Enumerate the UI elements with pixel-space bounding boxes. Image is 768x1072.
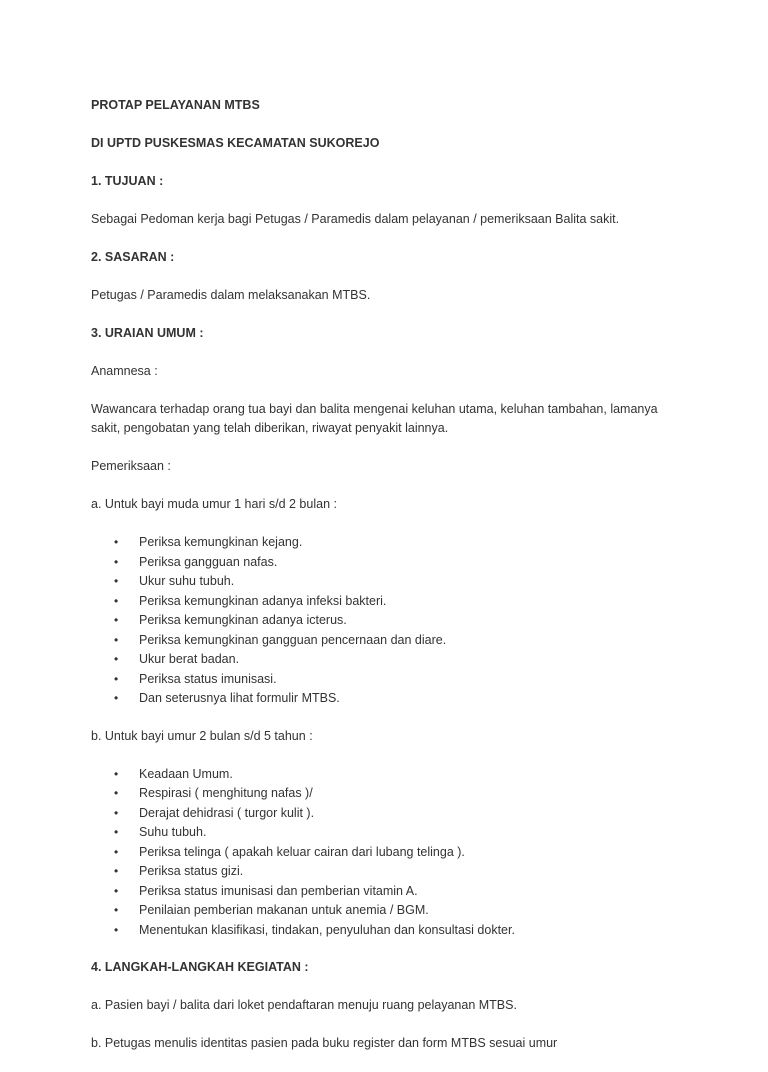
anamnesa-label: Anamnesa : — [91, 364, 158, 378]
list-item — [91, 631, 691, 651]
section-heading-sasaran: 2. SASARAN : — [91, 250, 175, 264]
list-item-text: Periksa status imunisasi dan pemberian vitamin A. — [139, 883, 418, 898]
list-item — [91, 611, 691, 631]
list-item-text: Periksa gangguan nafas. — [139, 554, 278, 569]
bullet-icon: • — [114, 632, 119, 647]
bullet-icon: • — [114, 903, 119, 917]
list-item — [91, 765, 691, 785]
list-item — [91, 804, 691, 824]
bullet-icon: • — [114, 671, 119, 686]
step-b-text: b. Petugas menulis identitas pasien pada buku register dan form MTBS sesuai umur — [91, 1036, 558, 1050]
list-a — [91, 533, 691, 709]
list-item — [91, 689, 691, 709]
bullet-icon: • — [114, 535, 119, 549]
section-heading-langkah: 4. LANGKAH-LANGKAH KEGIATAN : — [91, 960, 309, 974]
step-a-text: a. Pasien bayi / balita dari loket pendaftaran menuju ruang pelayanan MTBS. — [91, 998, 517, 1012]
document-body — [91, 96, 691, 1072]
list-item — [91, 572, 691, 592]
bullet-icon: • — [114, 844, 119, 859]
bullet-icon: • — [114, 613, 119, 627]
bullet-icon: • — [114, 825, 119, 839]
section-text-tujuan: Sebagai Pedoman kerja bagi Petugas / Paramedis dalam pelayanan / pemeriksaan Balita sakit. — [91, 212, 620, 226]
bullet-icon: • — [114, 691, 119, 705]
pemeriksaan-label: Pemeriksaan : — [91, 459, 171, 473]
list-item-text: Ukur berat badan. — [139, 652, 240, 666]
list-item-text: Ukur suhu tubuh. — [139, 574, 235, 588]
list-item-text: Periksa kemungkinan kejang. — [139, 535, 303, 549]
section-heading-tujuan: 1. TUJUAN : — [91, 174, 164, 188]
list-item-text: Periksa status gizi. — [139, 864, 244, 878]
list-item — [91, 843, 691, 863]
list-item — [91, 882, 691, 902]
bullet-icon: • — [114, 922, 119, 937]
list-item-text: Periksa status imunisasi. — [139, 671, 277, 686]
list-item — [91, 862, 691, 882]
list-item — [91, 533, 691, 553]
list-item-text: Derajat dehidrasi ( turgor kulit ). — [139, 805, 315, 820]
list-item — [91, 784, 691, 804]
list-item-text: Suhu tubuh. — [139, 825, 207, 839]
list-item — [91, 650, 691, 670]
list-item-text: Keadaan Umum. — [139, 766, 233, 781]
list-item-text: Penilaian pemberian makanan untuk anemia / BGM. — [139, 903, 429, 917]
list-item-text: Menentukan klasifikasi, tindakan, penyuluhan dan konsultasi dokter. — [139, 922, 515, 937]
section-text-sasaran: Petugas / Paramedis dalam melaksanakan MTBS. — [91, 288, 371, 302]
list-item — [91, 592, 691, 612]
list-item — [91, 553, 691, 573]
document-title: PROTAP PELAYANAN MTBS — [91, 98, 260, 112]
bullet-icon: • — [114, 786, 119, 800]
list-item-text: Periksa kemungkinan adanya icterus. — [139, 613, 347, 627]
list-item-text: Periksa kemungkinan adanya infeksi bakteri. — [139, 593, 387, 608]
anamnesa-text: Wawancara terhadap orang tua bayi dan balita mengenai keluhan utama, keluhan tambahan, lamanya sakit, pengobatan yang telah diberikan, riwayat penyakit lainnya. — [91, 402, 658, 435]
bullet-icon: • — [114, 574, 119, 588]
list-item-text: Periksa kemungkinan gangguan pencernaan dan diare. — [139, 632, 447, 647]
list-b — [91, 765, 691, 941]
bullet-icon: • — [114, 554, 119, 569]
bullet-icon: • — [114, 652, 119, 666]
list-item — [91, 823, 691, 843]
list-item — [91, 921, 691, 941]
bullet-icon: • — [114, 805, 119, 820]
bullet-icon: • — [114, 593, 119, 608]
document-subtitle: DI UPTD PUSKESMAS KECAMATAN SUKOREJO — [91, 136, 380, 150]
list-item-text: Respirasi ( menghitung nafas )/ — [139, 786, 313, 800]
list-item-text: Dan seterusnya lihat formulir MTBS. — [139, 691, 340, 705]
list-a-label: a. Untuk bayi muda umur 1 hari s/d 2 bulan : — [91, 497, 337, 511]
section-heading-uraian: 3. URAIAN UMUM : — [91, 326, 204, 340]
list-item-text: Periksa telinga ( apakah keluar cairan dari lubang telinga ). — [139, 844, 465, 859]
bullet-icon: • — [114, 883, 119, 898]
list-b-label: b. Untuk bayi umur 2 bulan s/d 5 tahun : — [91, 728, 313, 743]
list-item — [91, 901, 691, 921]
list-item — [91, 670, 691, 690]
bullet-icon: • — [114, 864, 119, 878]
bullet-icon: • — [114, 766, 119, 781]
